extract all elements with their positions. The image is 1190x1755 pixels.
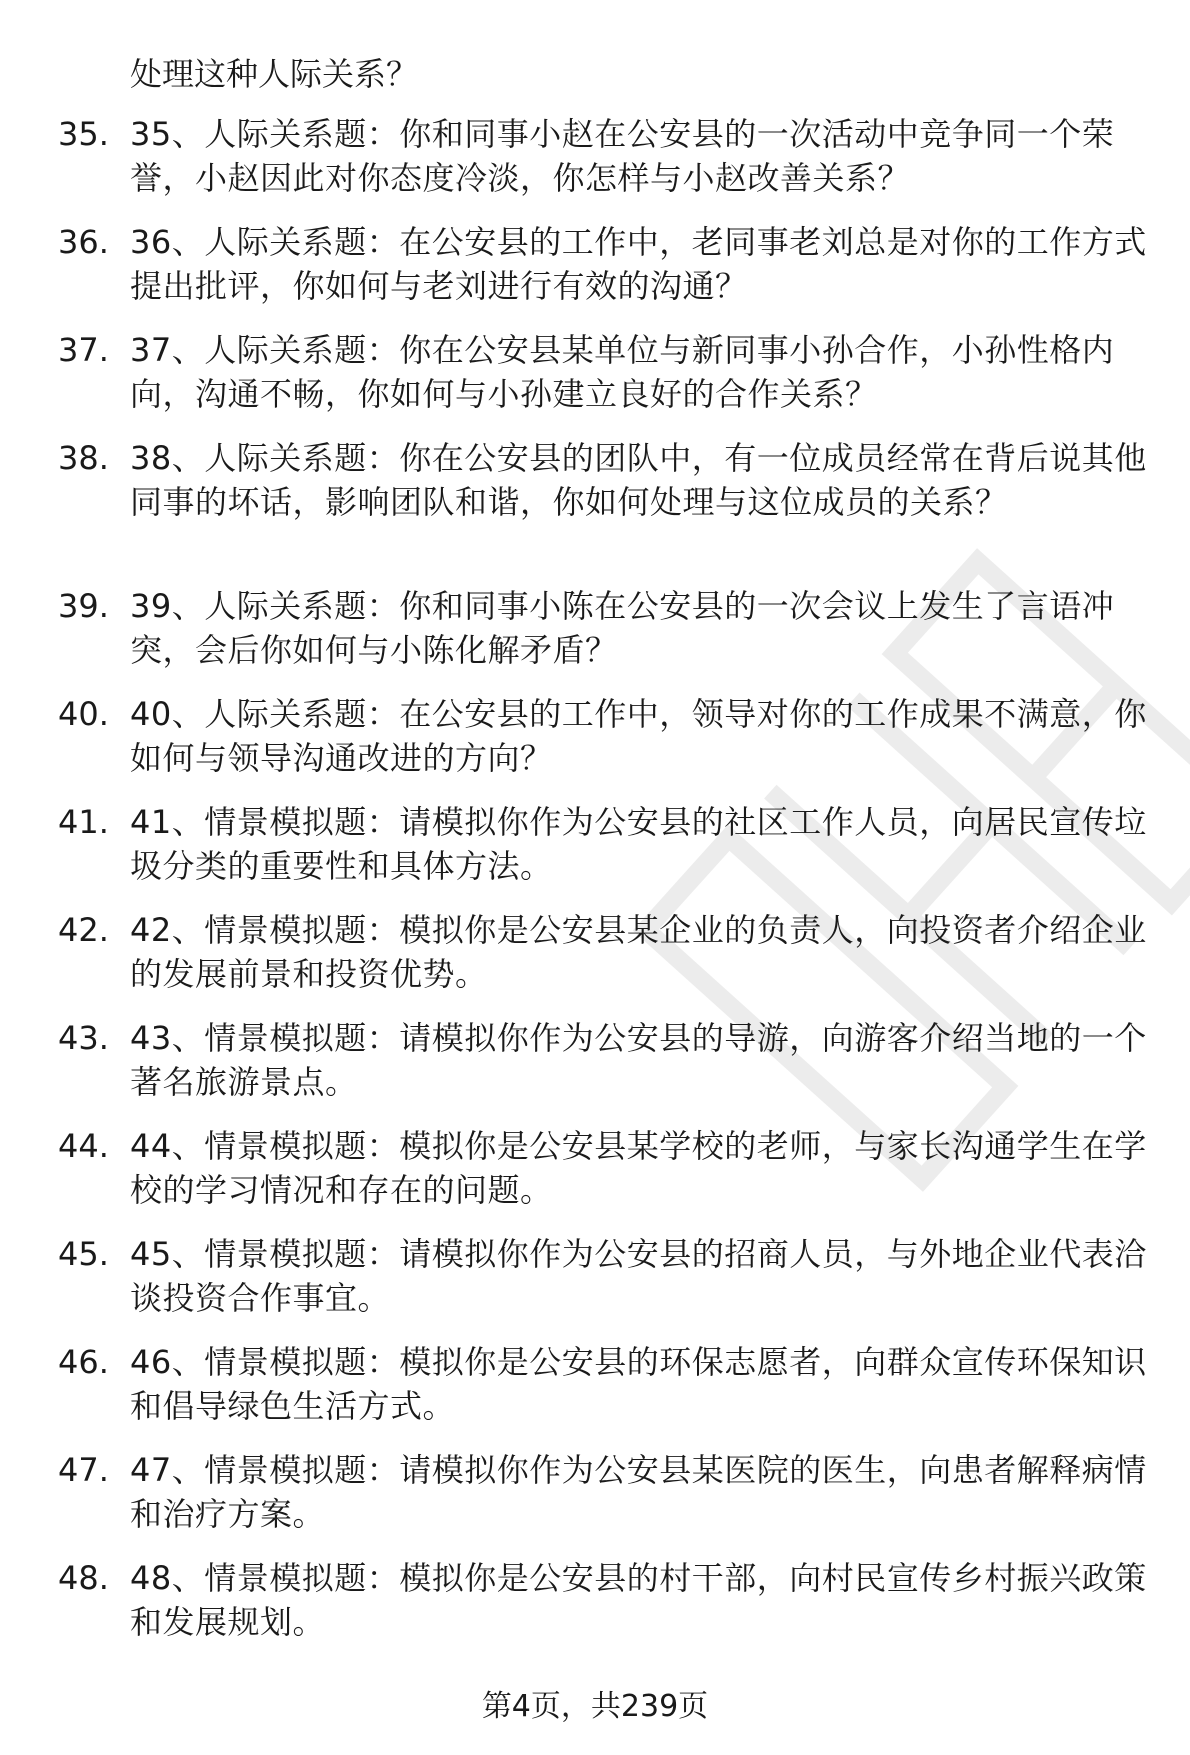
- item-text: 46、情景模拟题：模拟你是公安县的环保志愿者，向群众宣传环保知识和倡导绿色生活方式。: [130, 1343, 1147, 1425]
- item-text: 37、人际关系题：你在公安县某单位与新同事小孙合作，小孙性格内向，沟通不畅，你如何与小孙建立良好的合作关系？: [130, 331, 1115, 413]
- question-list: [0, 112, 1190, 1664]
- list-item: [0, 1232, 1190, 1340]
- list-item: [0, 1124, 1190, 1232]
- item-text: 35、人际关系题：你和同事小赵在公安县的一次活动中竞争同一个荣誉，小赵因此对你态度冷淡，你怎样与小赵改善关系？: [130, 115, 1115, 197]
- item-number: 37.: [58, 331, 109, 369]
- item-number: 42.: [58, 911, 109, 949]
- list-item: [0, 800, 1190, 908]
- item-number: 39.: [58, 587, 109, 625]
- list-item: [0, 436, 1190, 584]
- list-item: [0, 1016, 1190, 1124]
- item-number: 47.: [58, 1451, 109, 1489]
- item-text: 39、人际关系题：你和同事小陈在公安县的一次会议上发生了言语冲突，会后你如何与小陈化解矛盾？: [130, 587, 1115, 669]
- item-number: 44.: [58, 1127, 109, 1165]
- item-text: 40、人际关系题：在公安县的工作中，领导对你的工作成果不满意，你如何与领导沟通改进的方向？: [130, 695, 1147, 777]
- continuation-text: 处理这种人际关系？: [130, 55, 419, 93]
- list-item: [0, 908, 1190, 1016]
- list-item: [0, 220, 1190, 328]
- list-item: [0, 1556, 1190, 1664]
- item-text: 42、情景模拟题：模拟你是公安县某企业的负责人，向投资者介绍企业的发展前景和投资优势。: [130, 911, 1147, 993]
- item-text: 48、情景模拟题：模拟你是公安县的村干部，向村民宣传乡村振兴政策和发展规划。: [130, 1559, 1147, 1641]
- list-item: [0, 584, 1190, 692]
- list-item: [0, 1340, 1190, 1448]
- page-footer: 第4页，共239页: [481, 1689, 709, 1724]
- item-number: 36.: [58, 223, 109, 261]
- item-number: 46.: [58, 1343, 109, 1381]
- item-number: 45.: [58, 1235, 109, 1273]
- item-text: 38、人际关系题：你在公安县的团队中，有一位成员经常在背后说其他同事的坏话，影响团队和谐，你如何处理与这位成员的关系？: [130, 439, 1147, 521]
- item-number: 40.: [58, 695, 109, 733]
- list-item: [0, 1448, 1190, 1556]
- item-text: 41、情景模拟题：请模拟你作为公安县的社区工作人员，向居民宣传垃圾分类的重要性和具体方法。: [130, 803, 1147, 885]
- item-number: 43.: [58, 1019, 109, 1057]
- item-text: 44、情景模拟题：模拟你是公安县某学校的老师，与家长沟通学生在学校的学习情况和存在的问题。: [130, 1127, 1147, 1209]
- list-item: [0, 692, 1190, 800]
- item-number: 48.: [58, 1559, 109, 1597]
- item-number: 35.: [58, 115, 109, 153]
- item-text: 47、情景模拟题：请模拟你作为公安县某医院的医生，向患者解释病情和治疗方案。: [130, 1451, 1147, 1533]
- item-text: 45、情景模拟题：请模拟你作为公安县的招商人员，与外地企业代表洽谈投资合作事宜。: [130, 1235, 1147, 1317]
- list-item: [0, 112, 1190, 220]
- item-number: 38.: [58, 439, 109, 477]
- item-text: 36、人际关系题：在公安县的工作中，老同事老刘总是对你的工作方式提出批评，你如何与老刘进行有效的沟通？: [130, 223, 1147, 305]
- item-number: 41.: [58, 803, 109, 841]
- item-text: 43、情景模拟题：请模拟你作为公安县的导游，向游客介绍当地的一个著名旅游景点。: [130, 1019, 1147, 1101]
- list-item: [0, 328, 1190, 436]
